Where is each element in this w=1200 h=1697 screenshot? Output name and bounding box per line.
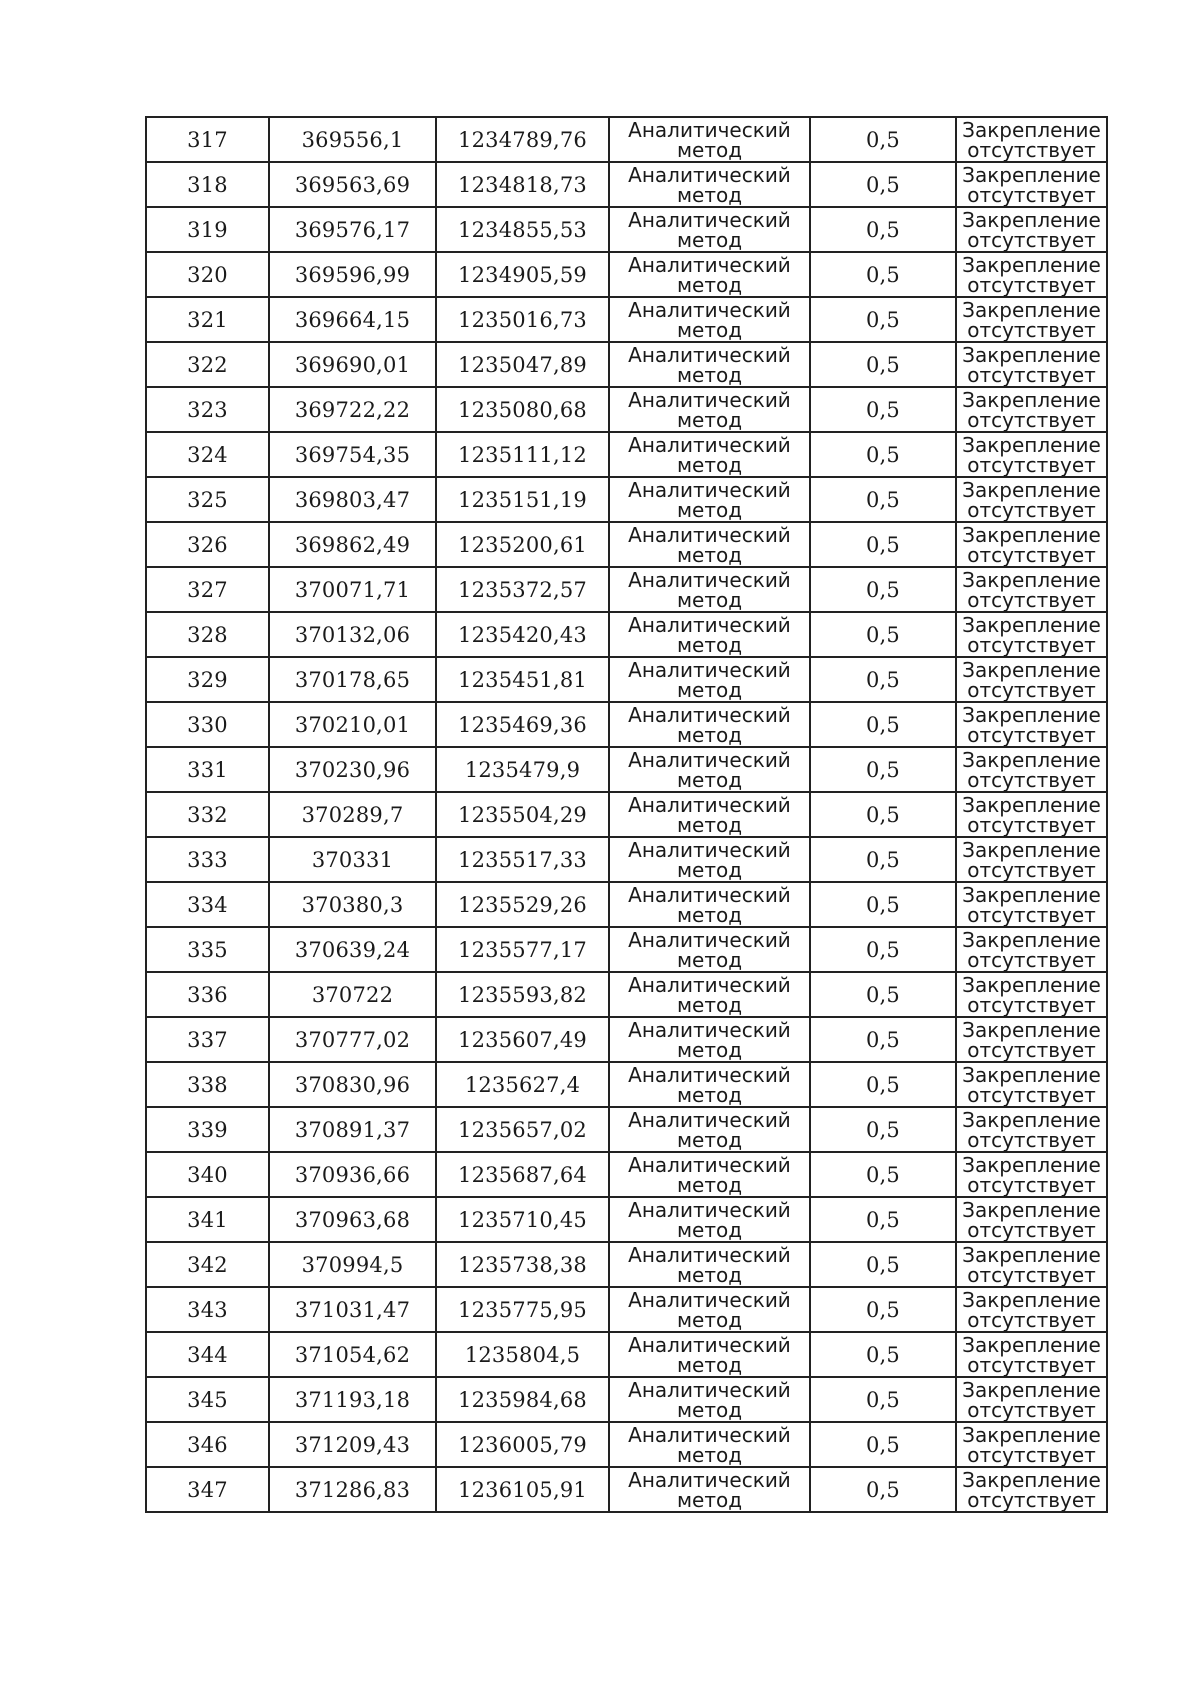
accuracy-cell: 0,5 [810, 702, 956, 747]
table-row [146, 927, 1107, 972]
method-cell [609, 432, 810, 477]
method-cell [609, 612, 810, 657]
point-number-cell: 336 [146, 972, 269, 1017]
table-row [146, 162, 1107, 207]
y-coordinate-cell: 1234855,53 [436, 207, 609, 252]
x-coordinate-cell: 371209,43 [269, 1422, 436, 1467]
table-row [146, 837, 1107, 882]
method-text: Аналитический метод [628, 1107, 791, 1152]
fixing-text: Закрепление отсутствует [962, 342, 1101, 387]
accuracy-cell: 0,5 [810, 1332, 956, 1377]
method-cell [609, 702, 810, 747]
method-cell [609, 1422, 810, 1467]
fixing-text: Закрепление отсутствует [962, 882, 1101, 927]
method-cell [609, 297, 810, 342]
accuracy-cell: 0,5 [810, 297, 956, 342]
fixing-cell [956, 882, 1107, 927]
point-number-cell: 334 [146, 882, 269, 927]
point-number-cell: 344 [146, 1332, 269, 1377]
y-coordinate-cell: 1235775,95 [436, 1287, 609, 1332]
point-number-cell: 346 [146, 1422, 269, 1467]
x-coordinate-cell: 370289,7 [269, 792, 436, 837]
fixing-cell [956, 477, 1107, 522]
method-text: Аналитический метод [628, 297, 791, 342]
fixing-cell [956, 1197, 1107, 1242]
table-row [146, 657, 1107, 702]
table-row [146, 342, 1107, 387]
fixing-text: Закрепление отсутствует [962, 162, 1101, 207]
fixing-text: Закрепление отсутствует [962, 1422, 1101, 1467]
method-text: Аналитический метод [628, 747, 791, 792]
x-coordinate-cell: 370210,01 [269, 702, 436, 747]
method-text: Аналитический метод [628, 1017, 791, 1062]
y-coordinate-cell: 1235517,33 [436, 837, 609, 882]
table-row [146, 117, 1107, 162]
fixing-text: Закрепление отсутствует [962, 567, 1101, 612]
fixing-cell [956, 1107, 1107, 1152]
point-number-cell: 323 [146, 387, 269, 432]
accuracy-cell: 0,5 [810, 387, 956, 432]
x-coordinate-cell: 369596,99 [269, 252, 436, 297]
accuracy-cell: 0,5 [810, 252, 956, 297]
table-row [146, 1152, 1107, 1197]
point-number-cell: 325 [146, 477, 269, 522]
table-row [146, 1017, 1107, 1062]
point-number-cell: 333 [146, 837, 269, 882]
table-row [146, 567, 1107, 612]
y-coordinate-cell: 1235687,64 [436, 1152, 609, 1197]
method-cell [609, 1467, 810, 1512]
table-row [146, 1467, 1107, 1512]
table-row [146, 972, 1107, 1017]
fixing-cell [956, 927, 1107, 972]
y-coordinate-cell: 1235420,43 [436, 612, 609, 657]
point-number-cell: 326 [146, 522, 269, 567]
fixing-text: Закрепление отсутствует [962, 927, 1101, 972]
x-coordinate-cell: 370891,37 [269, 1107, 436, 1152]
accuracy-cell: 0,5 [810, 432, 956, 477]
x-coordinate-cell: 370994,5 [269, 1242, 436, 1287]
table-row [146, 1377, 1107, 1422]
x-coordinate-cell: 370132,06 [269, 612, 436, 657]
fixing-text: Закрепление отсутствует [962, 477, 1101, 522]
method-cell [609, 1242, 810, 1287]
fixing-text: Закрепление отсутствует [962, 252, 1101, 297]
fixing-text: Закрепление отсутствует [962, 1017, 1101, 1062]
fixing-text: Закрепление отсутствует [962, 612, 1101, 657]
method-text: Аналитический метод [628, 612, 791, 657]
method-text: Аналитический метод [628, 927, 791, 972]
method-text: Аналитический метод [628, 1377, 791, 1422]
accuracy-cell: 0,5 [810, 117, 956, 162]
x-coordinate-cell: 369803,47 [269, 477, 436, 522]
point-number-cell: 320 [146, 252, 269, 297]
x-coordinate-cell: 369664,15 [269, 297, 436, 342]
y-coordinate-cell: 1234818,73 [436, 162, 609, 207]
fixing-text: Закрепление отсутствует [962, 387, 1101, 432]
method-text: Аналитический метод [628, 567, 791, 612]
method-cell [609, 522, 810, 567]
y-coordinate-cell: 1235469,36 [436, 702, 609, 747]
table-row [146, 612, 1107, 657]
fixing-text: Закрепление отсутствует [962, 702, 1101, 747]
table-row [146, 882, 1107, 927]
method-text: Аналитический метод [628, 1197, 791, 1242]
method-cell [609, 477, 810, 522]
fixing-text: Закрепление отсутствует [962, 522, 1101, 567]
fixing-text: Закрепление отсутствует [962, 1242, 1101, 1287]
x-coordinate-cell: 369862,49 [269, 522, 436, 567]
fixing-cell [956, 972, 1107, 1017]
fixing-text: Закрепление отсутствует [962, 117, 1101, 162]
fixing-text: Закрепление отсутствует [962, 207, 1101, 252]
x-coordinate-cell: 370230,96 [269, 747, 436, 792]
method-cell [609, 972, 810, 1017]
accuracy-cell: 0,5 [810, 1242, 956, 1287]
method-text: Аналитический метод [628, 1467, 791, 1512]
fixing-cell [956, 792, 1107, 837]
method-text: Аналитический метод [628, 252, 791, 297]
fixing-text: Закрепление отсутствует [962, 657, 1101, 702]
method-cell [609, 207, 810, 252]
method-text: Аналитический метод [628, 1287, 791, 1332]
method-cell [609, 1332, 810, 1377]
x-coordinate-cell: 370331 [269, 837, 436, 882]
accuracy-cell: 0,5 [810, 522, 956, 567]
fixing-cell [956, 342, 1107, 387]
fixing-cell [956, 1377, 1107, 1422]
method-text: Аналитический метод [628, 792, 791, 837]
accuracy-cell: 0,5 [810, 1422, 956, 1467]
point-number-cell: 324 [146, 432, 269, 477]
method-cell [609, 657, 810, 702]
x-coordinate-cell: 369722,22 [269, 387, 436, 432]
y-coordinate-cell: 1236005,79 [436, 1422, 609, 1467]
y-coordinate-cell: 1235151,19 [436, 477, 609, 522]
fixing-text: Закрепление отсутствует [962, 297, 1101, 342]
fixing-cell [956, 702, 1107, 747]
method-text: Аналитический метод [628, 117, 791, 162]
accuracy-cell: 0,5 [810, 1017, 956, 1062]
table-row [146, 747, 1107, 792]
x-coordinate-cell: 371193,18 [269, 1377, 436, 1422]
y-coordinate-cell: 1235016,73 [436, 297, 609, 342]
x-coordinate-cell: 369563,69 [269, 162, 436, 207]
point-number-cell: 345 [146, 1377, 269, 1422]
x-coordinate-cell: 370936,66 [269, 1152, 436, 1197]
x-coordinate-cell: 370380,3 [269, 882, 436, 927]
y-coordinate-cell: 1235451,81 [436, 657, 609, 702]
point-number-cell: 317 [146, 117, 269, 162]
accuracy-cell: 0,5 [810, 837, 956, 882]
x-coordinate-cell: 371286,83 [269, 1467, 436, 1512]
method-cell [609, 1377, 810, 1422]
accuracy-cell: 0,5 [810, 1062, 956, 1107]
fixing-cell [956, 837, 1107, 882]
fixing-cell [956, 1062, 1107, 1107]
method-text: Аналитический метод [628, 1422, 791, 1467]
method-cell [609, 1107, 810, 1152]
x-coordinate-cell: 371054,62 [269, 1332, 436, 1377]
point-number-cell: 342 [146, 1242, 269, 1287]
x-coordinate-cell: 370071,71 [269, 567, 436, 612]
fixing-cell [956, 432, 1107, 477]
table-row [146, 297, 1107, 342]
x-coordinate-cell: 369690,01 [269, 342, 436, 387]
fixing-text: Закрепление отсутствует [962, 1467, 1101, 1512]
table-row [146, 1062, 1107, 1107]
y-coordinate-cell: 1235804,5 [436, 1332, 609, 1377]
y-coordinate-cell: 1235479,9 [436, 747, 609, 792]
fixing-text: Закрепление отсутствует [962, 747, 1101, 792]
point-number-cell: 340 [146, 1152, 269, 1197]
method-cell [609, 117, 810, 162]
x-coordinate-cell: 370963,68 [269, 1197, 436, 1242]
method-text: Аналитический метод [628, 837, 791, 882]
fixing-cell [956, 522, 1107, 567]
method-text: Аналитический метод [628, 1152, 791, 1197]
method-cell [609, 567, 810, 612]
fixing-text: Закрепление отсутствует [962, 1197, 1101, 1242]
y-coordinate-cell: 1234789,76 [436, 117, 609, 162]
fixing-text: Закрепление отсутствует [962, 1107, 1101, 1152]
table-row [146, 1332, 1107, 1377]
table-row [146, 702, 1107, 747]
method-cell [609, 1017, 810, 1062]
accuracy-cell: 0,5 [810, 342, 956, 387]
fixing-text: Закрепление отсутствует [962, 837, 1101, 882]
table-row [146, 432, 1107, 477]
accuracy-cell: 0,5 [810, 1467, 956, 1512]
x-coordinate-cell: 370830,96 [269, 1062, 436, 1107]
point-number-cell: 321 [146, 297, 269, 342]
fixing-cell [956, 657, 1107, 702]
point-number-cell: 328 [146, 612, 269, 657]
method-text: Аналитический метод [628, 162, 791, 207]
fixing-text: Закрепление отсутствует [962, 792, 1101, 837]
accuracy-cell: 0,5 [810, 162, 956, 207]
fixing-cell [956, 162, 1107, 207]
y-coordinate-cell: 1235529,26 [436, 882, 609, 927]
method-text: Аналитический метод [628, 387, 791, 432]
method-cell [609, 1287, 810, 1332]
method-text: Аналитический метод [628, 342, 791, 387]
y-coordinate-cell: 1235984,68 [436, 1377, 609, 1422]
fixing-cell [956, 387, 1107, 432]
point-number-cell: 330 [146, 702, 269, 747]
fixing-text: Закрепление отсутствует [962, 1062, 1101, 1107]
y-coordinate-cell: 1235738,38 [436, 1242, 609, 1287]
fixing-cell [956, 1242, 1107, 1287]
method-cell [609, 882, 810, 927]
x-coordinate-cell: 370178,65 [269, 657, 436, 702]
point-number-cell: 329 [146, 657, 269, 702]
y-coordinate-cell: 1235593,82 [436, 972, 609, 1017]
fixing-cell [956, 1287, 1107, 1332]
fixing-cell [956, 1017, 1107, 1062]
method-cell [609, 1197, 810, 1242]
method-text: Аналитический метод [628, 702, 791, 747]
fixing-cell [956, 612, 1107, 657]
y-coordinate-cell: 1235607,49 [436, 1017, 609, 1062]
table-body [146, 117, 1107, 1512]
fixing-cell [956, 1152, 1107, 1197]
fixing-cell [956, 252, 1107, 297]
method-cell [609, 252, 810, 297]
x-coordinate-cell: 371031,47 [269, 1287, 436, 1332]
x-coordinate-cell: 369754,35 [269, 432, 436, 477]
fixing-cell [956, 297, 1107, 342]
table-row [146, 1197, 1107, 1242]
fixing-cell [956, 117, 1107, 162]
x-coordinate-cell: 370639,24 [269, 927, 436, 972]
table-row [146, 387, 1107, 432]
accuracy-cell: 0,5 [810, 1152, 956, 1197]
accuracy-cell: 0,5 [810, 477, 956, 522]
accuracy-cell: 0,5 [810, 1377, 956, 1422]
y-coordinate-cell: 1235504,29 [436, 792, 609, 837]
table-row [146, 207, 1107, 252]
point-number-cell: 335 [146, 927, 269, 972]
point-number-cell: 339 [146, 1107, 269, 1152]
accuracy-cell: 0,5 [810, 882, 956, 927]
point-number-cell: 337 [146, 1017, 269, 1062]
point-number-cell: 318 [146, 162, 269, 207]
accuracy-cell: 0,5 [810, 657, 956, 702]
table-row [146, 1107, 1107, 1152]
accuracy-cell: 0,5 [810, 1107, 956, 1152]
y-coordinate-cell: 1235080,68 [436, 387, 609, 432]
fixing-cell [956, 1467, 1107, 1512]
x-coordinate-cell: 370777,02 [269, 1017, 436, 1062]
y-coordinate-cell: 1235372,57 [436, 567, 609, 612]
method-cell [609, 1152, 810, 1197]
table-row [146, 252, 1107, 297]
fixing-text: Закрепление отсутствует [962, 1332, 1101, 1377]
accuracy-cell: 0,5 [810, 1197, 956, 1242]
y-coordinate-cell: 1236105,91 [436, 1467, 609, 1512]
y-coordinate-cell: 1235577,17 [436, 927, 609, 972]
accuracy-cell: 0,5 [810, 612, 956, 657]
y-coordinate-cell: 1235627,4 [436, 1062, 609, 1107]
point-number-cell: 332 [146, 792, 269, 837]
table-row [146, 1287, 1107, 1332]
method-text: Аналитический метод [628, 882, 791, 927]
point-number-cell: 331 [146, 747, 269, 792]
method-cell [609, 792, 810, 837]
method-cell [609, 162, 810, 207]
accuracy-cell: 0,5 [810, 972, 956, 1017]
x-coordinate-cell: 370722 [269, 972, 436, 1017]
method-text: Аналитический метод [628, 432, 791, 477]
table-row [146, 1422, 1107, 1467]
method-text: Аналитический метод [628, 657, 791, 702]
accuracy-cell: 0,5 [810, 792, 956, 837]
fixing-text: Закрепление отсутствует [962, 1287, 1101, 1332]
method-text: Аналитический метод [628, 207, 791, 252]
coordinates-table [145, 116, 1108, 1513]
method-text: Аналитический метод [628, 522, 791, 567]
fixing-text: Закрепление отсутствует [962, 1377, 1101, 1422]
y-coordinate-cell: 1235710,45 [436, 1197, 609, 1242]
y-coordinate-cell: 1235111,12 [436, 432, 609, 477]
table-row [146, 1242, 1107, 1287]
x-coordinate-cell: 369576,17 [269, 207, 436, 252]
accuracy-cell: 0,5 [810, 207, 956, 252]
accuracy-cell: 0,5 [810, 927, 956, 972]
point-number-cell: 341 [146, 1197, 269, 1242]
table-row [146, 792, 1107, 837]
x-coordinate-cell: 369556,1 [269, 117, 436, 162]
point-number-cell: 319 [146, 207, 269, 252]
fixing-cell [956, 747, 1107, 792]
method-cell [609, 747, 810, 792]
table-row [146, 522, 1107, 567]
point-number-cell: 347 [146, 1467, 269, 1512]
fixing-text: Закрепление отсутствует [962, 432, 1101, 477]
fixing-cell [956, 567, 1107, 612]
method-cell [609, 1062, 810, 1107]
y-coordinate-cell: 1235200,61 [436, 522, 609, 567]
method-cell [609, 927, 810, 972]
method-text: Аналитический метод [628, 1242, 791, 1287]
y-coordinate-cell: 1235047,89 [436, 342, 609, 387]
point-number-cell: 338 [146, 1062, 269, 1107]
y-coordinate-cell: 1234905,59 [436, 252, 609, 297]
accuracy-cell: 0,5 [810, 567, 956, 612]
fixing-cell [956, 1422, 1107, 1467]
accuracy-cell: 0,5 [810, 1287, 956, 1332]
y-coordinate-cell: 1235657,02 [436, 1107, 609, 1152]
point-number-cell: 327 [146, 567, 269, 612]
method-cell [609, 387, 810, 432]
fixing-cell [956, 207, 1107, 252]
method-text: Аналитический метод [628, 972, 791, 1017]
point-number-cell: 343 [146, 1287, 269, 1332]
fixing-text: Закрепление отсутствует [962, 972, 1101, 1017]
point-number-cell: 322 [146, 342, 269, 387]
method-cell [609, 837, 810, 882]
method-text: Аналитический метод [628, 1062, 791, 1107]
method-text: Аналитический метод [628, 1332, 791, 1377]
fixing-cell [956, 1332, 1107, 1377]
method-text: Аналитический метод [628, 477, 791, 522]
fixing-text: Закрепление отсутствует [962, 1152, 1101, 1197]
method-cell [609, 342, 810, 387]
table-row [146, 477, 1107, 522]
accuracy-cell: 0,5 [810, 747, 956, 792]
